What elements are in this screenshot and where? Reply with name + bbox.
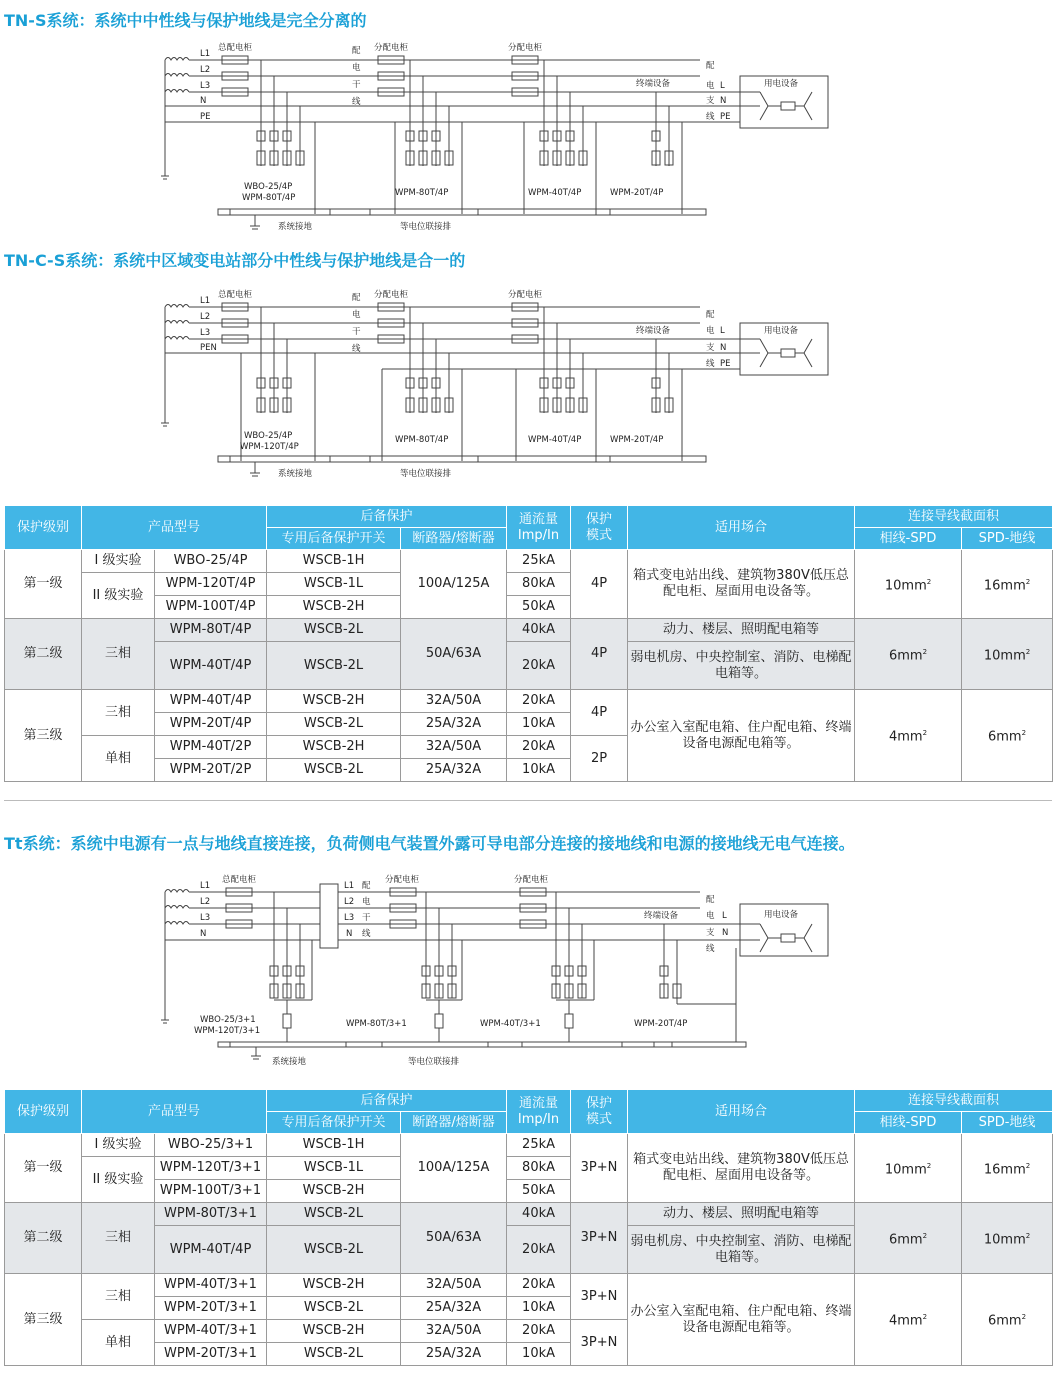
tt-terminal: 终端设备 [644, 911, 679, 921]
tt-spd-4: WPM-20T/4P [634, 1019, 688, 1029]
switch-cell: WSCB-2H [267, 1180, 401, 1203]
wire-sup: 2 [1025, 1231, 1031, 1240]
tt-device: 用电设备 [764, 910, 799, 920]
tncs-branch-phase: N [720, 343, 727, 353]
tncs-spd-2: WPM-80T/4P [395, 435, 449, 445]
model-cell: WPM-20T/3+1 [155, 1297, 267, 1320]
tncs-bonding: 等电位联接排 [400, 469, 452, 479]
level-cell: 第三级 [5, 690, 82, 782]
header-breaker: 断路器/熔断器 [401, 1112, 507, 1134]
tncs-device: 用电设备 [764, 326, 799, 336]
wire-ground-value: 6mm [988, 729, 1022, 745]
breaker-cell: 32A/50A [401, 1320, 507, 1343]
header-mode [571, 506, 628, 550]
tt-line-n: N [200, 929, 207, 939]
divider [4, 800, 1052, 801]
model-cell: WPM-120T/3+1 [155, 1157, 267, 1180]
header-usage: 适用场合 [628, 506, 855, 550]
model-cell: WBO-25/4P [155, 550, 267, 573]
breaker-cell: 32A/50A [401, 1274, 507, 1297]
current-cell: 20kA [507, 1274, 571, 1297]
tncs-branch-phase: PE [720, 359, 731, 369]
switch-cell: WSCB-2H [267, 690, 401, 713]
breaker-cell: 32A/50A [401, 736, 507, 759]
switch-cell: WSCB-2L [267, 619, 401, 642]
current-cell: 20kA [507, 690, 571, 713]
section-title-tns: TN-S系统：系统中中性线与保护地线是完全分离的 [4, 11, 367, 30]
tt-branch-char: 线 [706, 944, 715, 954]
tt-branch-phase: N [722, 928, 729, 938]
tt-trunk-char: 配 [362, 881, 371, 891]
model-cell: WPM-120T/4P [155, 573, 267, 596]
header-mode-2: 模式 [586, 527, 613, 543]
wire-phase-cell [855, 690, 962, 782]
model-cell: WPM-40T/4P [155, 642, 267, 690]
current-cell: 80kA [507, 573, 571, 596]
table-row [5, 1203, 1053, 1226]
tt-trunk-phase: L3 [344, 913, 355, 923]
tns-line-l1: L1 [200, 49, 211, 59]
mode-cell: 2P [571, 736, 628, 782]
level-cell: 第二级 [5, 1203, 82, 1274]
switch-cell: WSCB-1L [267, 573, 401, 596]
wire-sup: 2 [1025, 577, 1031, 586]
model-cell: WPM-40T/3+1 [155, 1320, 267, 1343]
tncs-branch-char: 电 [706, 326, 715, 336]
mode-cell: 4P [571, 550, 628, 619]
tt-line-l2: L2 [200, 897, 211, 907]
tncs-ground: 系统接地 [278, 469, 313, 479]
model-cell: WPM-100T/3+1 [155, 1180, 267, 1203]
spd-table-tn [4, 505, 1053, 782]
current-cell: 10kA [507, 759, 571, 782]
usage-cell: 动力、楼层、照明配电箱等 [628, 619, 855, 642]
tncs-branch-phase: L [720, 326, 725, 336]
current-cell: 25kA [507, 1134, 571, 1157]
tns-sub-cabinet-2: 分配电柜 [508, 43, 543, 53]
usage-cell: 办公室入室配电箱、住户配电箱、终端设备电源配电箱等。 [628, 1274, 855, 1366]
usage-cell: 办公室入室配电箱、住户配电箱、终端设备电源配电箱等。 [628, 690, 855, 782]
tt-branch-char: 配 [706, 895, 715, 905]
header-mode-1: 保护 [586, 1095, 613, 1111]
switch-cell: WSCB-2H [267, 1320, 401, 1343]
header-wire-phase: 相线-SPD [855, 528, 962, 550]
current-cell: 20kA [507, 736, 571, 759]
usage-cell: 弱电机房、中央控制室、消防、电梯配电箱等。 [628, 642, 855, 690]
tncs-terminal: 终端设备 [636, 326, 671, 336]
wire-phase-cell [855, 619, 962, 690]
header-wire-phase: 相线-SPD [855, 1112, 962, 1134]
tns-branch-phase: PE [720, 112, 731, 122]
wire-phase-value: 4mm [888, 729, 923, 745]
mode-cell: 3P+N [571, 1320, 628, 1366]
tns-trunk-char: 电 [352, 63, 361, 73]
wire-phase-value: 6mm [888, 1232, 923, 1248]
current-cell: 40kA [507, 619, 571, 642]
switch-cell: WSCB-2L [267, 642, 401, 690]
header-breaker: 断路器/熔断器 [401, 528, 507, 550]
header-current-1: 通流量 [519, 1095, 559, 1111]
wire-sup: 2 [922, 1313, 928, 1322]
breaker-cell: 25A/32A [401, 759, 507, 782]
tns-trunk-char: 干 [352, 80, 361, 90]
wire-ground-value: 16mm [983, 578, 1026, 594]
tns-spd-1a: WBO-25/4P [244, 182, 293, 192]
class-cell: 三相 [82, 619, 155, 690]
class-cell: 三相 [82, 690, 155, 736]
tns-line-l3: L3 [200, 81, 211, 91]
tns-spd-1b: WPM-80T/4P [242, 193, 296, 203]
breaker-cell: 50A/63A [401, 619, 507, 690]
mode-cell: 4P [571, 690, 628, 736]
tns-spd-3: WPM-40T/4P [528, 188, 582, 198]
header-model: 产品型号 [82, 1090, 267, 1134]
switch-cell: WSCB-2L [267, 1297, 401, 1320]
wire-phase-cell [855, 550, 962, 619]
tt-branch-phase: L [722, 911, 727, 921]
tt-trunk-char: 电 [362, 897, 371, 907]
tncs-spd-4: WPM-20T/4P [610, 435, 664, 445]
switch-cell: WSCB-2H [267, 1274, 401, 1297]
spd-table-tt [4, 1089, 1053, 1366]
wire-phase-cell [855, 1274, 962, 1366]
header-level: 保护级别 [5, 506, 82, 550]
tns-branch-phase: N [720, 96, 727, 106]
tncs-spd-3: WPM-40T/4P [528, 435, 582, 445]
tns-spd-2: WPM-80T/4P [395, 188, 449, 198]
tt-spd-2: WPM-80T/3+1 [346, 1019, 407, 1029]
model-cell: WPM-80T/3+1 [155, 1203, 267, 1226]
wire-sup: 2 [1021, 1313, 1027, 1322]
level-cell: 第一级 [5, 550, 82, 619]
current-cell: 20kA [507, 642, 571, 690]
tns-line-n: N [200, 96, 207, 106]
header-backup: 后备保护 [267, 1090, 507, 1112]
tns-branch-char: 配 [706, 61, 715, 71]
header-usage: 适用场合 [628, 1090, 855, 1134]
header-current [507, 506, 571, 550]
wire-ground-value: 10mm [983, 1232, 1026, 1248]
tncs-branch-char: 配 [706, 310, 715, 320]
header-backup-switch: 专用后备保护开关 [267, 528, 401, 550]
breaker-cell: 50A/63A [401, 1203, 507, 1274]
model-cell: WBO-25/3+1 [155, 1134, 267, 1157]
wire-phase-value: 4mm [888, 1313, 923, 1329]
current-cell: 40kA [507, 1203, 571, 1226]
tns-bonding: 等电位联接排 [400, 222, 452, 232]
wire-sup: 2 [1025, 1161, 1031, 1170]
header-current-1: 通流量 [519, 511, 559, 527]
model-cell: WPM-20T/2P [155, 759, 267, 782]
wire-sup: 2 [922, 729, 928, 738]
wire-phase-value: 10mm [884, 578, 927, 594]
switch-cell: WSCB-1H [267, 550, 401, 573]
header-current-2: Imp/In [517, 527, 560, 543]
table-row [5, 1274, 1053, 1297]
tns-trunk-char: 配 [352, 46, 361, 56]
table-row [5, 690, 1053, 713]
wire-sup: 2 [1021, 729, 1027, 738]
wire-ground-value: 16mm [983, 1162, 1026, 1178]
current-cell: 80kA [507, 1157, 571, 1180]
wire-ground-cell [962, 690, 1053, 782]
tns-main-cabinet: 总配电柜 [218, 43, 253, 53]
class-cell: 单相 [82, 1320, 155, 1366]
tncs-branch-char: 支 [706, 343, 715, 353]
header-level: 保护级别 [5, 1090, 82, 1134]
header-model: 产品型号 [82, 506, 267, 550]
switch-cell: WSCB-2L [267, 1203, 401, 1226]
wire-sup: 2 [922, 647, 928, 656]
tns-branch-char: 电 [706, 81, 715, 91]
wire-sup: 2 [926, 1161, 932, 1170]
tt-trunk-char: 干 [362, 913, 371, 923]
current-cell: 10kA [507, 1343, 571, 1366]
header-current [507, 1090, 571, 1134]
tt-ground: 系统接地 [272, 1057, 307, 1067]
tns-sub-cabinet-1: 分配电柜 [374, 43, 409, 53]
current-cell: 25kA [507, 550, 571, 573]
wire-ground-value: 6mm [988, 1313, 1022, 1329]
tns-wiring-diagram [0, 36, 1053, 268]
level-cell: 第一级 [5, 1134, 82, 1203]
tt-branch-char: 电 [706, 911, 715, 921]
tncs-line-l3: L3 [200, 328, 211, 338]
tncs-line-pen: PEN [200, 343, 217, 353]
header-mode [571, 1090, 628, 1134]
breaker-cell: 25A/32A [401, 1343, 507, 1366]
model-cell: WPM-40T/2P [155, 736, 267, 759]
table-row [5, 619, 1053, 642]
switch-cell: WSCB-2L [267, 713, 401, 736]
tncs-main-cabinet: 总配电柜 [218, 290, 253, 300]
current-cell: 10kA [507, 1297, 571, 1320]
tns-device: 用电设备 [764, 79, 799, 89]
mode-cell: 3P+N [571, 1203, 628, 1274]
model-cell: WPM-100T/4P [155, 596, 267, 619]
tt-sub-cabinet-2: 分配电柜 [514, 875, 549, 885]
header-wire-ground: SPD-地线 [962, 1112, 1053, 1134]
header-wire-ground: SPD-地线 [962, 528, 1053, 550]
class-cell: II 级实验 [82, 1157, 155, 1203]
wire-ground-cell [962, 619, 1053, 690]
current-cell: 10kA [507, 713, 571, 736]
class-cell: I 级实验 [82, 1134, 155, 1157]
header-wire: 连接导线截面积 [855, 1090, 1053, 1112]
tt-trunk-phase: L2 [344, 897, 355, 907]
wire-ground-cell [962, 1134, 1053, 1203]
tt-line-l3: L3 [200, 913, 211, 923]
breaker-cell: 25A/32A [401, 1297, 507, 1320]
level-cell: 第二级 [5, 619, 82, 690]
tt-trunk-phase: L1 [344, 881, 355, 891]
usage-cell: 箱式变电站出线、建筑物380V低压总配电柜、屋面用电设备等。 [628, 550, 855, 619]
tncs-trunk-char: 干 [352, 327, 361, 337]
table-row [5, 550, 1053, 573]
usage-cell: 箱式变电站出线、建筑物380V低压总配电柜、屋面用电设备等。 [628, 1134, 855, 1203]
tncs-branch-char: 线 [706, 359, 715, 369]
tns-ground: 系统接地 [278, 222, 313, 232]
switch-cell: WSCB-2L [267, 1226, 401, 1274]
switch-cell: WSCB-2H [267, 596, 401, 619]
tt-spd-3: WPM-40T/3+1 [480, 1019, 541, 1029]
model-cell: WPM-40T/4P [155, 1226, 267, 1274]
breaker-cell: 25A/32A [401, 713, 507, 736]
section-title-tncs: TN-C-S系统：系统中区域变电站部分中性线与保护地线是合一的 [4, 251, 466, 270]
model-cell: WPM-20T/3+1 [155, 1343, 267, 1366]
tt-main-cabinet: 总配电柜 [222, 875, 257, 885]
header-backup: 后备保护 [267, 506, 507, 528]
mode-cell: 4P [571, 619, 628, 690]
tt-bonding: 等电位联接排 [408, 1057, 460, 1067]
tncs-sub-cabinet-2: 分配电柜 [508, 290, 543, 300]
tncs-line-l2: L2 [200, 312, 211, 322]
header-mode-1: 保护 [586, 511, 613, 527]
breaker-cell: 100A/125A [401, 1134, 507, 1203]
wire-phase-value: 10mm [884, 1162, 927, 1178]
breaker-cell: 100A/125A [401, 550, 507, 619]
tncs-spd-1b: WPM-120T/4P [240, 442, 299, 452]
class-cell: I 级实验 [82, 550, 155, 573]
current-cell: 50kA [507, 1180, 571, 1203]
level-cell: 第三级 [5, 1274, 82, 1366]
tt-spd-1a: WBO-25/3+1 [200, 1015, 256, 1025]
current-cell: 20kA [507, 1226, 571, 1274]
tncs-wiring-diagram [0, 283, 1053, 483]
wire-sup: 2 [926, 577, 932, 586]
tns-branch-phase: L [720, 81, 725, 91]
wire-phase-cell [855, 1134, 962, 1203]
tns-branch-char: 支 [706, 96, 715, 106]
switch-cell: WSCB-1H [267, 1134, 401, 1157]
tt-spd-1b: WPM-120T/3+1 [194, 1026, 261, 1036]
class-cell: 单相 [82, 736, 155, 782]
wire-ground-value: 10mm [983, 648, 1026, 664]
current-cell: 50kA [507, 596, 571, 619]
mode-cell: 3P+N [571, 1274, 628, 1320]
tt-sub-cabinet-1: 分配电柜 [385, 875, 420, 885]
wire-ground-cell [962, 1203, 1053, 1274]
header-wire: 连接导线截面积 [855, 506, 1053, 528]
tt-wiring-diagram [0, 868, 1053, 1068]
model-cell: WPM-40T/4P [155, 690, 267, 713]
header-current-2: Imp/In [517, 1111, 560, 1127]
tns-line-l2: L2 [200, 65, 211, 75]
class-cell: 三相 [82, 1274, 155, 1320]
section-title-tt: Tt系统：系统中电源有一点与地线直接连接，负荷侧电气装置外露可导电部分连接的接地线和电源的接地线无电气连接。 [4, 834, 855, 853]
current-cell: 20kA [507, 1320, 571, 1343]
model-cell: WPM-80T/4P [155, 619, 267, 642]
switch-cell: WSCB-2L [267, 1343, 401, 1366]
tns-branch-char: 线 [706, 112, 715, 122]
tncs-spd-1a: WBO-25/4P [244, 431, 293, 441]
switch-cell: WSCB-2L [267, 759, 401, 782]
tncs-trunk-char: 配 [352, 293, 361, 303]
tns-line-pe: PE [200, 112, 211, 122]
mode-cell: 3P+N [571, 1134, 628, 1203]
tns-trunk-char: 线 [352, 97, 361, 107]
tt-line-l1: L1 [200, 881, 211, 891]
wire-sup: 2 [922, 1231, 928, 1240]
class-cell: 三相 [82, 1203, 155, 1274]
wire-ground-cell [962, 550, 1053, 619]
usage-cell: 动力、楼层、照明配电箱等 [628, 1203, 855, 1226]
model-cell: WPM-20T/4P [155, 713, 267, 736]
header-backup-switch: 专用后备保护开关 [267, 1112, 401, 1134]
wire-phase-value: 6mm [888, 648, 923, 664]
table-row [5, 1134, 1053, 1157]
header-mode-2: 模式 [586, 1111, 613, 1127]
tns-spd-4: WPM-20T/4P [610, 188, 664, 198]
tncs-sub-cabinet-1: 分配电柜 [374, 290, 409, 300]
tt-trunk-phase: N [346, 929, 353, 939]
model-cell: WPM-40T/3+1 [155, 1274, 267, 1297]
tns-terminal: 终端设备 [636, 79, 671, 89]
tncs-line-l1: L1 [200, 296, 211, 306]
tt-trunk-char: 线 [362, 929, 371, 939]
breaker-cell: 32A/50A [401, 690, 507, 713]
class-cell: II 级实验 [82, 573, 155, 619]
wire-phase-cell [855, 1203, 962, 1274]
switch-cell: WSCB-1L [267, 1157, 401, 1180]
tt-branch-char: 支 [706, 928, 715, 938]
wire-sup: 2 [1025, 647, 1031, 656]
tncs-trunk-char: 电 [352, 310, 361, 320]
usage-cell: 弱电机房、中央控制室、消防、电梯配电箱等。 [628, 1226, 855, 1274]
tncs-trunk-char: 线 [352, 344, 361, 354]
switch-cell: WSCB-2H [267, 736, 401, 759]
wire-ground-cell [962, 1274, 1053, 1366]
